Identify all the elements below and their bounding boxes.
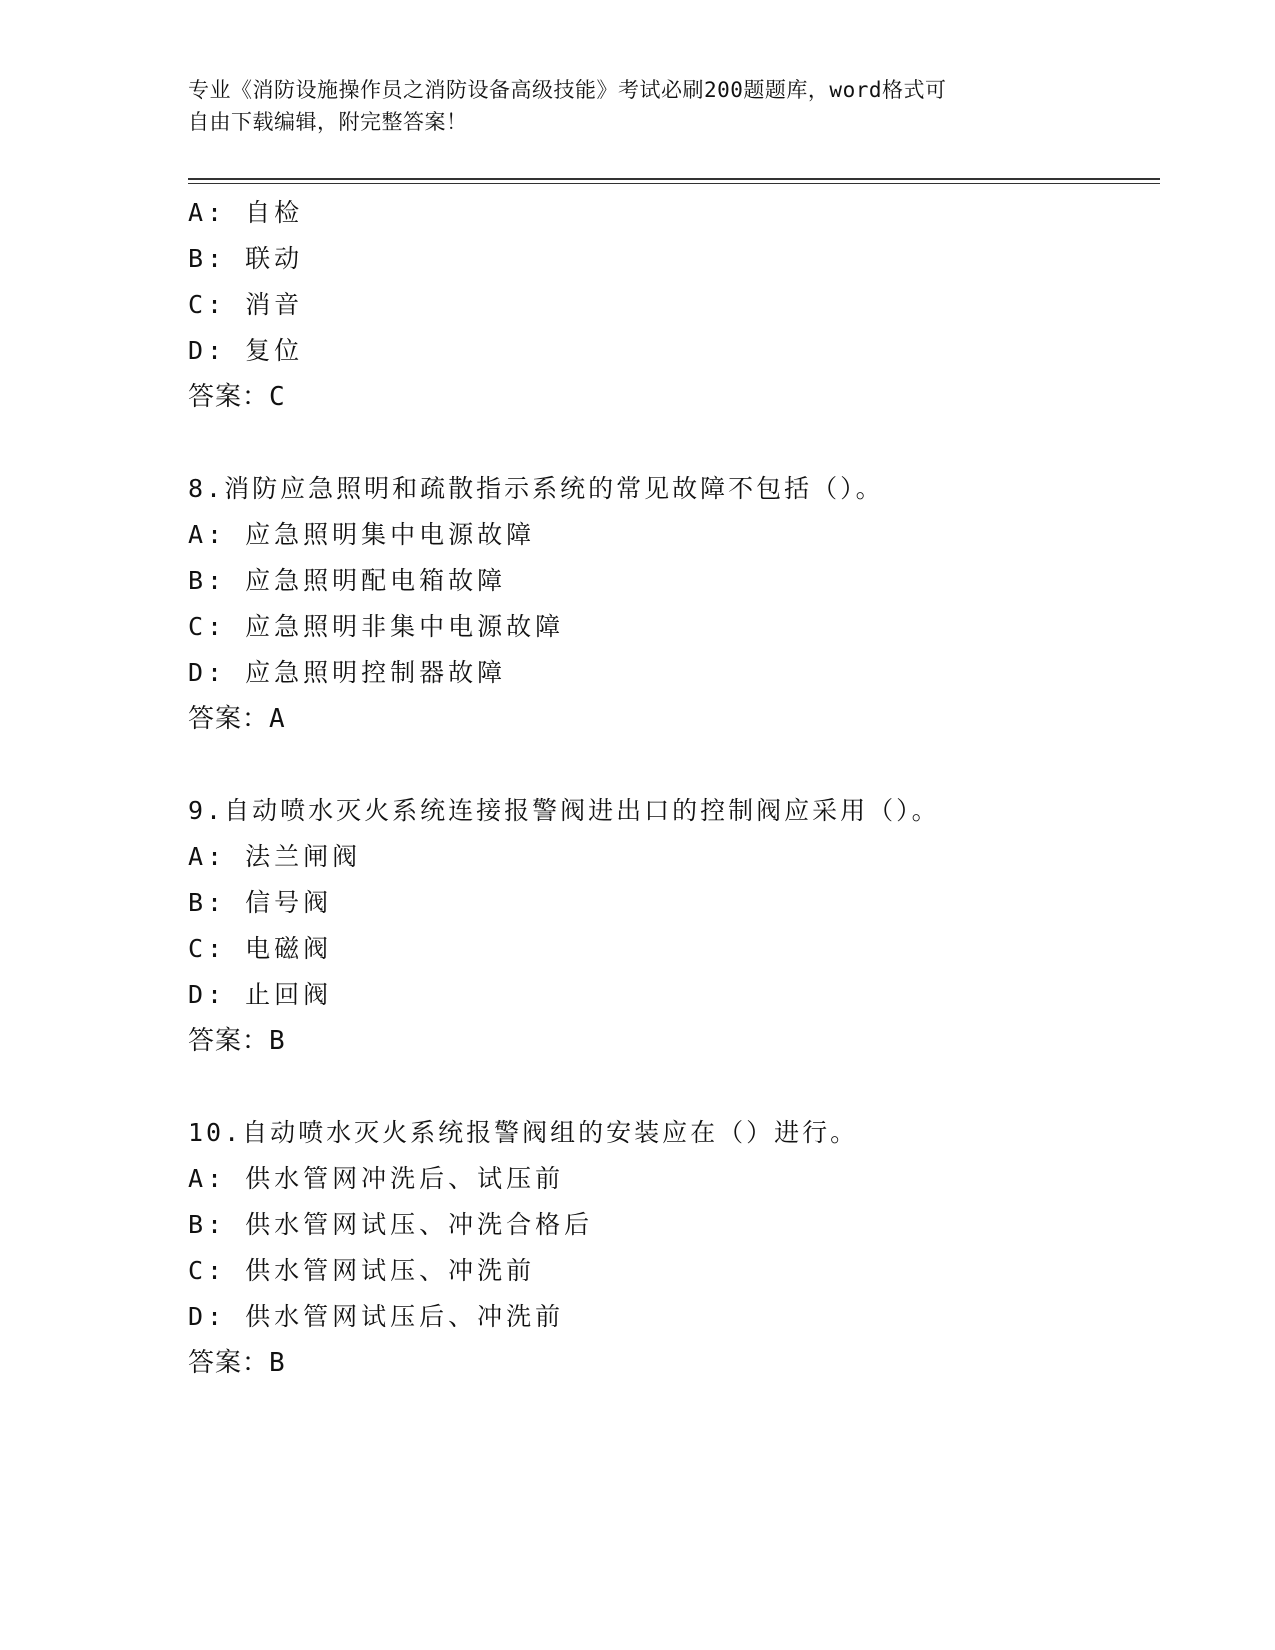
- header-divider: [188, 178, 1160, 184]
- option-b: [188, 1202, 1148, 1248]
- option-letter: C:: [188, 290, 227, 319]
- option-text: 电磁阀: [245, 934, 333, 963]
- question-stem: 10.自动喷水灭火系统报警阀组的安装应在（）进行。: [188, 1118, 859, 1147]
- option-a: [188, 1156, 1148, 1202]
- option-letter: C:: [188, 934, 227, 963]
- question-stem: 9.自动喷水灭火系统连接报警阀进出口的控制阀应采用（）。: [188, 796, 940, 825]
- document-header: [188, 74, 1088, 138]
- option-letter: C:: [188, 612, 227, 641]
- option-a: [188, 512, 1148, 558]
- answer-value: C: [269, 382, 285, 412]
- option-a: [188, 834, 1148, 880]
- answer-label: 答案：: [188, 1348, 270, 1378]
- question-block: [188, 1110, 1148, 1386]
- answer-line: [188, 696, 1148, 742]
- option-d: [188, 650, 1148, 696]
- option-text: 复位: [245, 336, 304, 365]
- option-text: 应急照明控制器故障: [245, 658, 507, 687]
- answer-value: A: [269, 704, 285, 734]
- option-letter: A:: [188, 198, 227, 227]
- option-d: [188, 328, 1148, 374]
- option-b: [188, 236, 1148, 282]
- question-stem: 8.消防应急照明和疏散指示系统的常见故障不包括（）。: [188, 474, 884, 503]
- option-letter: D:: [188, 658, 227, 687]
- option-letter: B:: [188, 1210, 227, 1239]
- option-text: 法兰闸阀: [245, 842, 362, 871]
- option-text: 信号阀: [245, 888, 333, 917]
- answer-value: B: [269, 1026, 285, 1056]
- option-a: [188, 190, 1148, 236]
- answer-label: 答案：: [188, 704, 270, 734]
- option-c: [188, 1248, 1148, 1294]
- option-text: 应急照明集中电源故障: [245, 520, 536, 549]
- option-b: [188, 880, 1148, 926]
- option-text: 供水管网试压后、冲洗前: [245, 1302, 565, 1331]
- answer-value: B: [269, 1348, 285, 1378]
- option-text: 止回阀: [245, 980, 333, 1009]
- option-letter: C:: [188, 1256, 227, 1285]
- answer-label: 答案：: [188, 382, 270, 412]
- answer-line: [188, 1018, 1148, 1064]
- option-letter: B:: [188, 244, 227, 273]
- answer-line: [188, 1340, 1148, 1386]
- option-c: [188, 926, 1148, 972]
- option-d: [188, 1294, 1148, 1340]
- option-letter: B:: [188, 566, 227, 595]
- option-letter: D:: [188, 1302, 227, 1331]
- question-list: [188, 190, 1148, 1386]
- question-block: [188, 788, 1148, 1064]
- option-text: 应急照明非集中电源故障: [245, 612, 565, 641]
- option-letter: D:: [188, 980, 227, 1009]
- answer-line: [188, 374, 1148, 420]
- option-text: 应急照明配电箱故障: [245, 566, 507, 595]
- header-line-2: 自由下载编辑，附完整答案！: [188, 110, 468, 134]
- question-block-continued: [188, 190, 1148, 420]
- question-block: [188, 466, 1148, 742]
- option-text: 消音: [245, 290, 304, 319]
- answer-label: 答案：: [188, 1026, 270, 1056]
- option-c: [188, 282, 1148, 328]
- header-line-1: 专业《消防设施操作员之消防设备高级技能》考试必刷200题题库，word格式可: [188, 78, 947, 102]
- option-letter: A:: [188, 520, 227, 549]
- option-letter: A:: [188, 842, 227, 871]
- option-letter: A:: [188, 1164, 227, 1193]
- option-text: 供水管网试压、冲洗前: [245, 1256, 536, 1285]
- option-d: [188, 972, 1148, 1018]
- option-b: [188, 558, 1148, 604]
- option-text: 供水管网冲洗后、试压前: [245, 1164, 565, 1193]
- option-letter: B:: [188, 888, 227, 917]
- option-c: [188, 604, 1148, 650]
- option-text: 自检: [245, 198, 304, 227]
- option-text: 联动: [245, 244, 304, 273]
- option-text: 供水管网试压、冲洗合格后: [245, 1210, 594, 1239]
- option-letter: D:: [188, 336, 227, 365]
